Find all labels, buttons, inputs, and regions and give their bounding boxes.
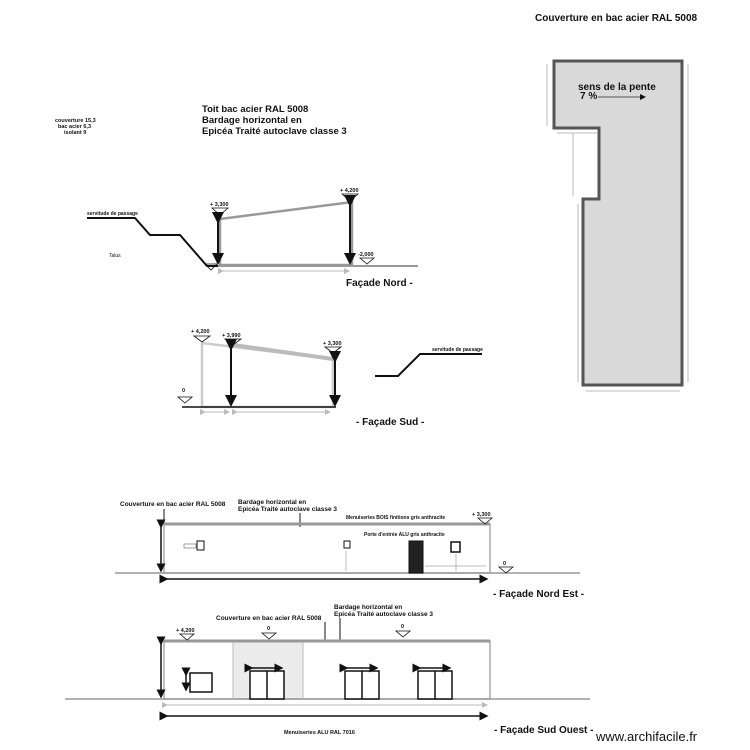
layer-line-3: isolant 9 bbox=[64, 130, 87, 136]
porte-label-ne: Porte d'entrée ALU gris anthracite bbox=[364, 532, 445, 538]
bardage-line-2-ne: Epicéa Traité autoclave classe 3 bbox=[238, 506, 338, 513]
roof-label-so: Couverture en bac acier RAL 5008 bbox=[216, 615, 322, 622]
level-zero-so-1: 0 bbox=[267, 626, 271, 632]
window-ne-2 bbox=[344, 541, 350, 548]
terrain-profile bbox=[87, 218, 220, 266]
facade-sud-ouest-title: - Façade Sud Ouest - bbox=[494, 725, 594, 736]
level-marker-zero-so-2 bbox=[396, 631, 410, 637]
level-zero-so-2: 0 bbox=[401, 624, 405, 630]
level-zero-ne: 0 bbox=[503, 561, 507, 567]
level-c: + 3,300 bbox=[323, 341, 342, 347]
level-marker-zero-so-1 bbox=[262, 633, 276, 639]
level-marker-zero-sud bbox=[178, 397, 192, 403]
servitude-label-sud: servitude de passage bbox=[432, 347, 483, 353]
glazed-door-so-3 bbox=[418, 671, 452, 699]
servitude-label: servitude de passage bbox=[87, 211, 138, 217]
level-b: + 3,990 bbox=[222, 333, 241, 339]
window-ne-3 bbox=[451, 542, 460, 552]
talus-label: Talus bbox=[109, 253, 121, 259]
window-ne-1-sill bbox=[184, 544, 196, 548]
facade-sud-ouest bbox=[65, 604, 593, 736]
glazed-door-so-1 bbox=[250, 671, 284, 699]
facade-sud bbox=[178, 329, 483, 428]
level-a: + 4,200 bbox=[191, 329, 210, 335]
level-zero-sud: 0 bbox=[182, 388, 186, 394]
facade-nord-est bbox=[115, 499, 584, 600]
menuiseries-label-so: Menuiseries ALU RAL 7016 bbox=[284, 730, 355, 736]
slope-value: 7 % bbox=[580, 91, 598, 102]
level-marker-ground bbox=[360, 258, 374, 264]
level-marker-left bbox=[212, 208, 228, 215]
roof-label-ne: Couverture en bac acier RAL 5008 bbox=[120, 501, 226, 508]
level-right: + 4,200 bbox=[340, 188, 359, 194]
level-marker-c bbox=[325, 347, 341, 353]
level-left: + 3,300 bbox=[210, 202, 229, 208]
glazed-door-so-2 bbox=[345, 671, 379, 699]
window-so-1 bbox=[190, 673, 212, 692]
roof-outline bbox=[554, 61, 682, 385]
entry-door-ne bbox=[409, 541, 423, 573]
bardage-line-1-ne: Bardage horizontal en bbox=[238, 499, 307, 506]
terrain-profile-sud bbox=[375, 354, 482, 376]
roof-plan-title: Couverture en bac acier RAL 5008 bbox=[535, 13, 698, 24]
watermark: www.archifacile.fr bbox=[596, 729, 698, 744]
bardage-line-1-so: Bardage horizontal en bbox=[334, 604, 403, 611]
window-ne-1 bbox=[197, 541, 204, 550]
menuiseries-label-ne: Menuiseries BOIS finitions gris anthracite bbox=[346, 515, 446, 521]
note-line-2: Bardage horizontal en bbox=[202, 115, 302, 126]
level-marker-top-so bbox=[180, 634, 194, 640]
layer-line-1: couverture 15,3 bbox=[55, 118, 96, 124]
building-elevation bbox=[220, 202, 352, 265]
facade-sud-title: - Façade Sud - bbox=[356, 417, 425, 428]
layer-line-2: bac acier 6,3 bbox=[58, 124, 92, 130]
note-line-1: Toit bac acier RAL 5008 bbox=[202, 104, 309, 115]
building-elevation-sud bbox=[202, 343, 333, 407]
level-marker-right bbox=[342, 194, 358, 201]
roof-plan bbox=[535, 13, 698, 391]
facade-nord-est-title: - Façade Nord Est - bbox=[493, 589, 585, 600]
slope-label: sens de la pente bbox=[578, 82, 656, 93]
level-top-ne: + 3,300 bbox=[472, 512, 491, 518]
level-ground: -2,000 bbox=[358, 252, 374, 258]
roof-edge-sud bbox=[233, 345, 333, 359]
note-line-3: Epicéa Traité autoclave classe 3 bbox=[202, 126, 347, 137]
level-marker-zero-ne bbox=[499, 567, 513, 573]
bardage-line-2-so: Epicéa Traité autoclave classe 3 bbox=[334, 611, 434, 618]
level-top-so: + 4,200 bbox=[176, 628, 195, 634]
facade-nord-title: Façade Nord - bbox=[346, 278, 413, 289]
facade-nord bbox=[55, 104, 418, 289]
level-marker-a bbox=[194, 336, 210, 342]
